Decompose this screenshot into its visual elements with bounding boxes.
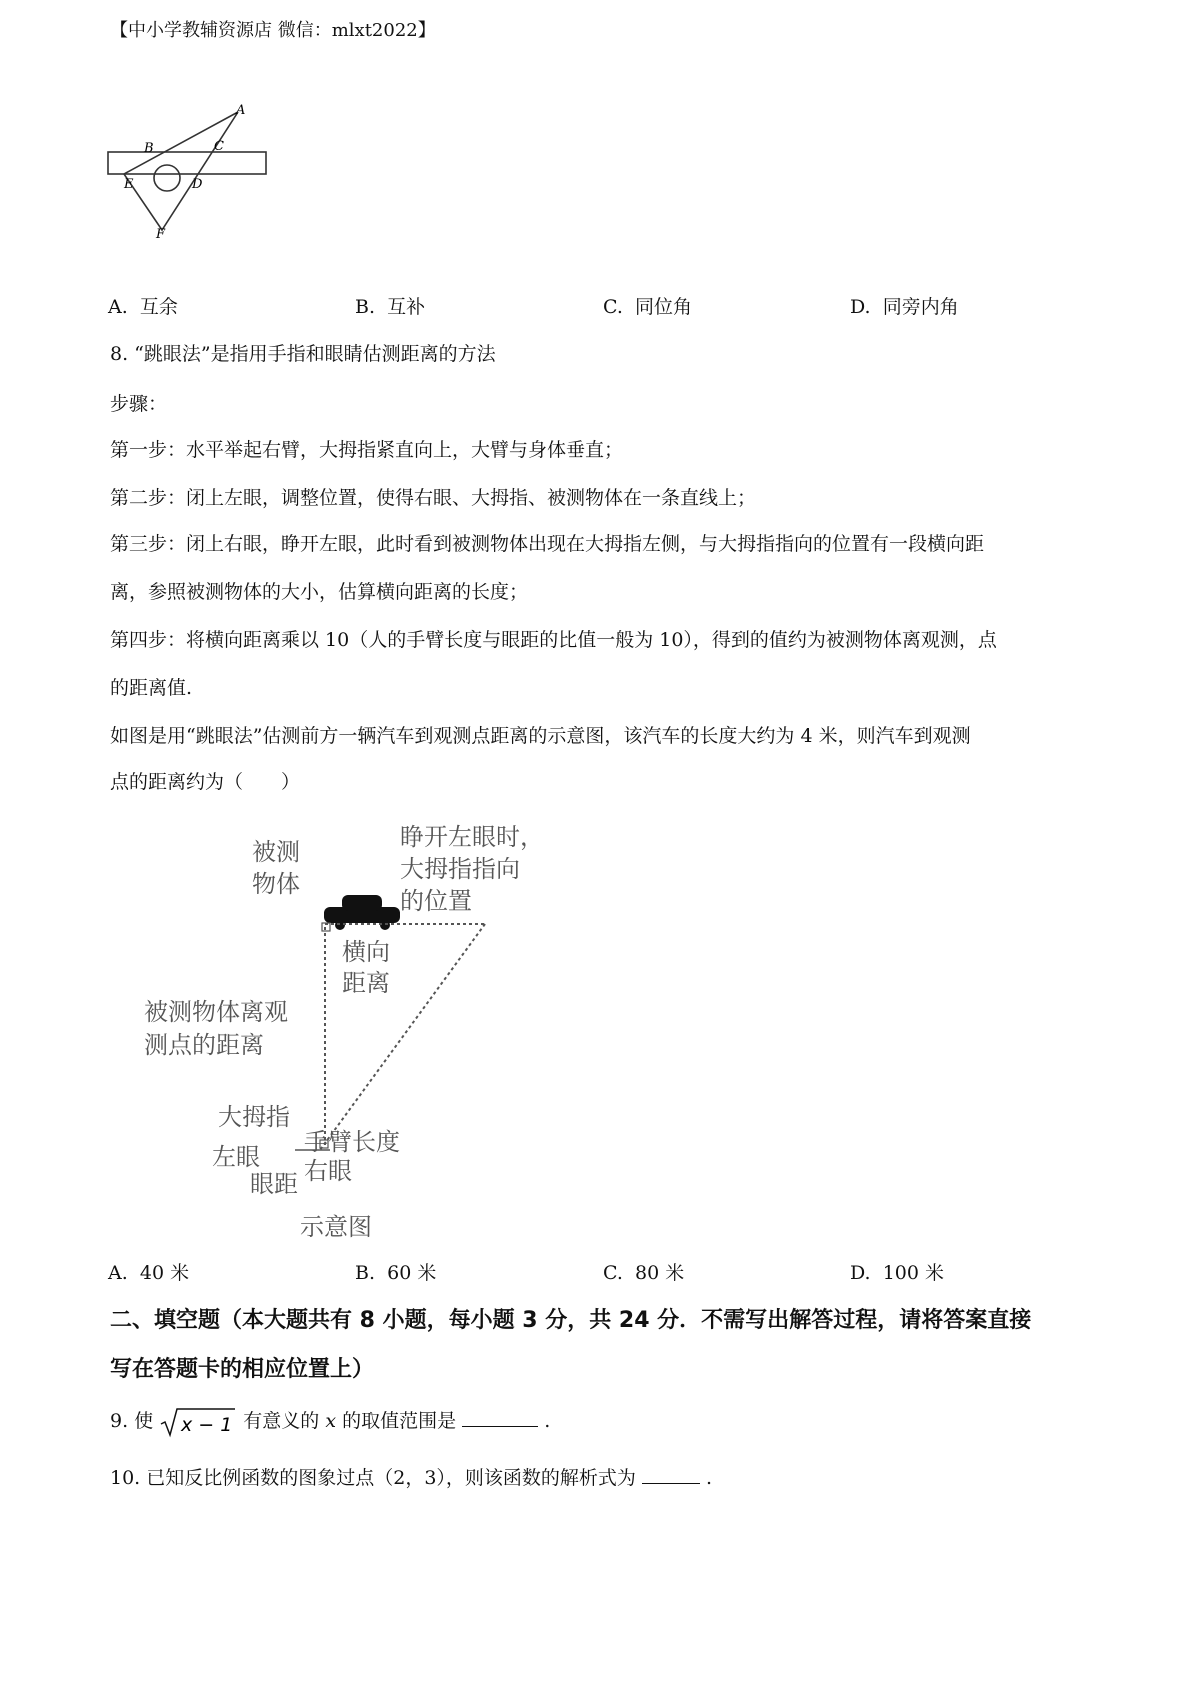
q8-step3-line1: 第三步：闭上右眼，睁开左眼，此时看到被测物体出现在大拇指左侧，与大拇指指向的位置有一段横向距 (110, 533, 985, 555)
q8-question-line1: 如图是用“跳眼法”估测前方一辆汽车到观测点距离的示意图，该汽车的长度大约为 4 米，则汽车到观测 (110, 725, 971, 747)
q8-step2: 第二步：闭上左眼，调整位置，使得右眼、大拇指、被测物体在一条直线上； (110, 487, 757, 509)
q8-option-c: C. 80 米 (603, 1262, 685, 1284)
q8-question-line2: 点的距离约为（ ） (110, 771, 301, 793)
fig-label-open-left-eye: 睁开左眼时， 大拇指指向 的位置 (400, 823, 544, 915)
q8-option-b: B. 60 米 (355, 1262, 437, 1284)
section2-heading-line1: 二、填空题（本大题共有 8 小题，每小题 3 分，共 24 分．不需写出解答过程，请将答案直接 (110, 1308, 1032, 1333)
label-b: B (144, 141, 154, 156)
jump-eye-figure (130, 815, 580, 1250)
q10-end: . (706, 1467, 713, 1489)
q7-option-c: C. 同位角 (603, 296, 693, 318)
fig-caption: 示意图 (300, 1213, 372, 1241)
q8-title: 8. “跳眼法”是指用手指和眼睛估测距离的方法 (110, 343, 496, 365)
fig-label-thumb: 大拇指 (218, 1103, 290, 1131)
q8-option-d: D. 100 米 (850, 1262, 945, 1284)
fig-label-left-eye: 左眼 (212, 1143, 260, 1171)
geometry-figure (100, 100, 300, 260)
q9-variable: x (325, 1410, 337, 1432)
q9-prefix: 9. 使 (110, 1410, 154, 1432)
q8-step4-line1: 第四步：将横向距离乘以 10（人的手臂长度与眼距的比值一般为 10），得到的值约为被测物体离观测，点 (110, 629, 997, 651)
fig-label-arm-length: 手臂长度 (304, 1128, 400, 1156)
label-c: C (214, 139, 224, 154)
fig-label-object: 被测 物体 (252, 838, 300, 898)
label-e: E (124, 177, 134, 192)
q8-steps-label: 步骤： (110, 393, 168, 415)
q9-suffix: 的取值范围是 (342, 1410, 457, 1432)
section2-heading-line2: 写在答题卡的相应位置上） (110, 1357, 375, 1382)
label-a: A (236, 103, 246, 118)
q10-text: 10. 已知反比例函数的图象过点（2，3），则该函数的解析式为 (110, 1467, 636, 1489)
q8-step4-line2: 的距离值. (110, 677, 193, 699)
q7-option-a: A. 互余 (108, 296, 178, 318)
sqrt-expression (159, 1406, 237, 1438)
q9-middle: 有意义的 (243, 1410, 320, 1432)
fig-label-eye-distance: 眼距 (250, 1170, 298, 1198)
q8-option-a: A. 40 米 (108, 1262, 190, 1284)
q8-step3-line2: 离，参照被测物体的大小，估算横向距离的长度； (110, 581, 529, 603)
label-d: D (192, 177, 203, 192)
q9 (110, 1406, 550, 1438)
header-watermark: 【中小学教辅资源店 微信：mlxt2022】 (110, 20, 436, 41)
q9-answer-blank[interactable] (462, 1406, 538, 1427)
q10 (110, 1463, 712, 1492)
label-f: F (156, 227, 166, 242)
q7-option-b: B. 互补 (355, 296, 426, 318)
q8-step1: 第一步：水平举起右臂，大拇指紧直向上，大臂与身体垂直； (110, 439, 624, 461)
q9-end: . (544, 1410, 551, 1432)
sqrt-radicand: x − 1 (181, 1414, 233, 1436)
fig-label-right-eye: 右眼 (304, 1157, 352, 1185)
fig-label-observer-distance: 被测物体离观 测点的距离 (144, 998, 288, 1059)
fig-label-lateral-distance: 横向 距离 (342, 938, 390, 997)
q7-option-d: D. 同旁内角 (850, 296, 959, 318)
q10-answer-blank[interactable] (642, 1463, 700, 1484)
